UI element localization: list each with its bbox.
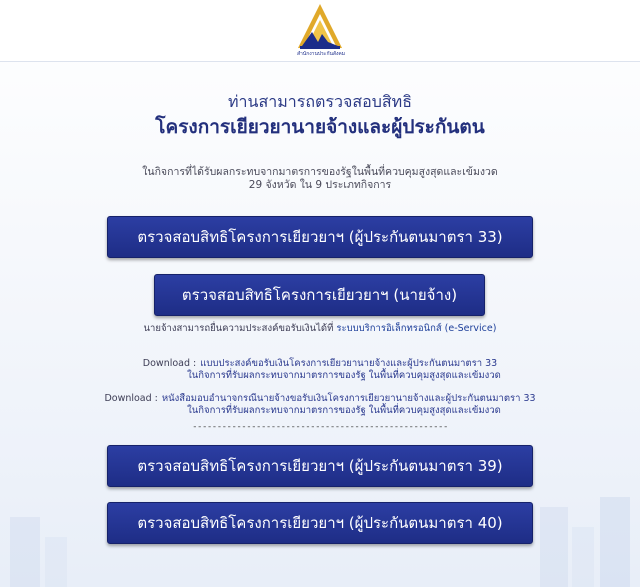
intro-text <box>0 166 640 192</box>
download-link-form[interactable]: แบบประสงค์ขอรับเงินโครงการเยียวยานายจ้างและผู้ประกันตนมาตรา 33 <box>200 358 498 369</box>
download-label: Download : <box>104 393 158 404</box>
download-item <box>0 393 640 416</box>
logo-caption: สำนักงานประกันสังคม <box>296 51 346 57</box>
header <box>0 0 640 62</box>
page-title: โครงการเยียวยานายจ้างและผู้ประกันตน <box>155 116 485 138</box>
divider: ---------------------------------------------------- <box>192 422 448 432</box>
check-employer-button[interactable]: ตรวจสอบสิทธิโครงการเยียวยาฯ (นายจ้าง) <box>154 274 485 316</box>
intro-line-2: 29 จังหวัด ใน 9 ประเภทกิจการ <box>248 179 392 191</box>
download-item <box>0 358 640 381</box>
eservice-link[interactable]: ระบบบริการอิเล็กทรอนิกส์ (e-Service) <box>336 323 497 334</box>
eservice-note <box>0 321 640 336</box>
main-content <box>0 62 640 587</box>
download-link-form-sub[interactable]: ในกิจการที่รับผลกระทบจากมาตรการของรัฐ ในพื้นที่ควบคุมสูงสุดและเข้มงวด <box>187 369 501 381</box>
download-link-authorization[interactable]: หนังสือมอบอำนาจกรณีนายจ้างขอรับเงินโครงการเยียวยานายจ้างและผู้ประกันตนมาตรา 33 <box>161 393 536 404</box>
download-label: Download : <box>142 358 197 369</box>
page-subtitle: ท่านสามารถตรวจสอบสิทธิ <box>228 92 412 111</box>
eservice-text: นายจ้างสามารถยื่นความประสงค์ขอรับเงินได้ที่ <box>143 323 337 334</box>
check-section39-button[interactable]: ตรวจสอบสิทธิโครงการเยียวยาฯ (ผู้ประกันตนมาตรา 39) <box>107 445 533 487</box>
check-section33-button[interactable]: ตรวจสอบสิทธิโครงการเยียวยาฯ (ผู้ประกันตนมาตรา 33) <box>107 216 533 258</box>
check-section40-button[interactable]: ตรวจสอบสิทธิโครงการเยียวยาฯ (ผู้ประกันตนมาตรา 40) <box>107 502 533 544</box>
intro-line-1: ในกิจการที่ได้รับผลกระทบจากมาตรการของรัฐในพื้นที่ควบคุมสูงสุดและเข้มงวด <box>142 166 498 178</box>
download-link-authorization-sub[interactable]: ในกิจการที่รับผลกระทบจากมาตรการของรัฐ ในพื้นที่ควบคุมสูงสุดและเข้มงวด <box>187 404 501 416</box>
